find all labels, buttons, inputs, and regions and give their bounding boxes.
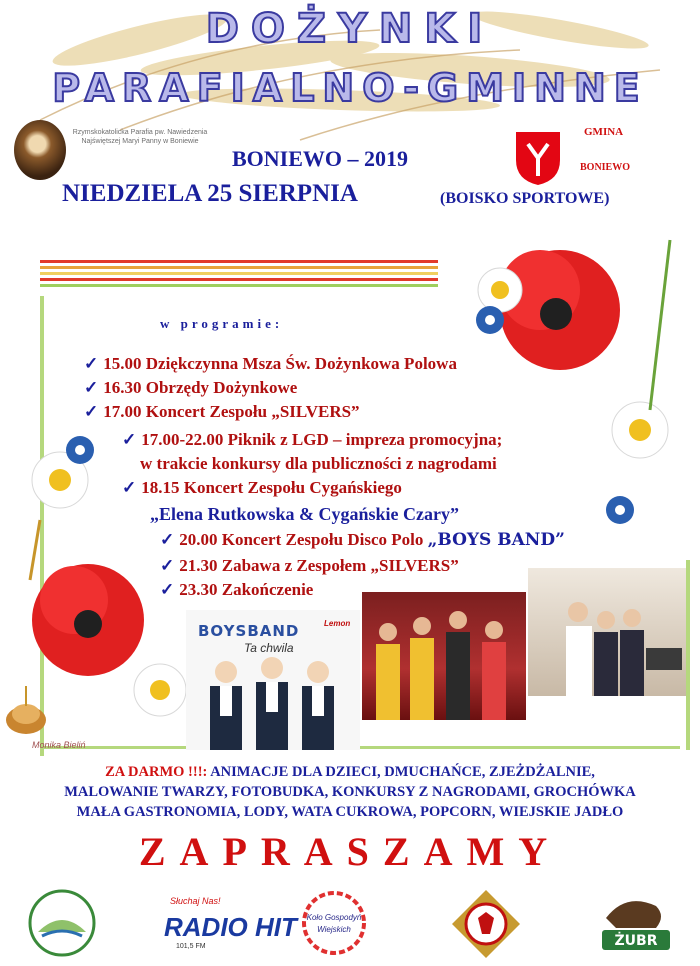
check-icon: ✓ (160, 556, 175, 575)
parish-logo-icon (14, 120, 66, 180)
kgw-line1: Koło Gospodyń (306, 913, 362, 922)
kgw-logo-icon (300, 888, 368, 958)
gmina-town: BONIEWO (580, 162, 631, 173)
check-icon: ✓ (160, 530, 175, 549)
poppy-cluster-right (440, 230, 700, 530)
event-date: NIEDZIELA 25 SIERPNIA (62, 180, 358, 207)
program-item: ✓ 17.00-22.00 Piknik z LGD – impreza promocyjna; (122, 430, 503, 449)
event-venue: (BOISKO SPORTOWE) (440, 190, 610, 207)
radio-tagline: Słuchaj Nas! (170, 896, 221, 906)
zubr-wordmark: ŻUBR (614, 933, 658, 949)
check-icon: ✓ (84, 402, 99, 421)
check-icon: ✓ (122, 478, 137, 497)
free-attractions (0, 762, 700, 822)
program-item: ✓ 23.30 Zakończenie (160, 580, 314, 599)
embroidery-band (40, 258, 438, 296)
radio-frequency: 101,5 FM (176, 943, 206, 950)
program-item: ✓ 18.15 Koncert Zespołu Cygańskiego (122, 478, 402, 497)
program-item: ✓ 16.30 Obrzędy Dożynkowe (84, 378, 298, 397)
program-item: ✓ 15.00 Dziękczynna Msza Św. Dożynkowa Polowa (84, 354, 457, 373)
program-item: ✓ 20.00 Koncert Zespołu Disco Polo „BOYS BAND” (160, 530, 565, 550)
check-icon: ✓ (84, 378, 99, 397)
check-icon: ✓ (122, 430, 137, 449)
silvers-band-photo (528, 568, 686, 696)
green-frame-bottom (40, 746, 680, 749)
check-icon: ✓ (84, 354, 99, 373)
parish-name: Rzymskokatolicka Parafia pw. Nawiedzenia Najświętszej Maryi Panny w Boniewie (72, 129, 208, 145)
boysband-record-label: Lemon (324, 619, 351, 628)
program-item-continuation: w trakcie konkursy dla publiczności z nagrodami (140, 454, 497, 473)
gmina-label: GMINA (584, 126, 624, 138)
radio-hit-logo-icon (160, 888, 297, 954)
program-item: ✓ 21.30 Zabawa z Zespołem „SILVERS” (160, 556, 459, 575)
lgd-logo-icon (24, 888, 100, 958)
place-year: BONIEWO – 2019 (232, 146, 409, 171)
free-attractions-line1: ZA DARMO !!!: ANIMACJE DLA DZIECI, DMUCHAŃCE, ZJEŻDŻALNIE, (105, 764, 595, 780)
program-heading: w programie: (160, 316, 284, 331)
bread-basket-icon (4, 686, 48, 736)
program-item-band-name: „Elena Rutkowska & Cygańskie Czary” (150, 504, 460, 524)
title-dozynki: DOŻYNKI (205, 6, 495, 52)
green-frame-right (686, 560, 690, 750)
free-attractions-line3: MAŁA GASTRONOMIA, LODY, WATA CUKROWA, POPCORN, WIEJSKIE JADŁO (76, 804, 624, 820)
gypsy-band-photo (362, 592, 526, 720)
artist-signature: Monika Bieliń (32, 740, 86, 750)
program-item: ✓ 17.00 Koncert Zespołu „SILVERS” (84, 402, 360, 421)
fire-brigade-logo-icon (450, 888, 522, 960)
title-parafialno-gminne: PARAFIALNO-GMINNE (52, 66, 648, 110)
gmina-coat-of-arms-icon (514, 130, 562, 186)
zubr-logo-icon (596, 888, 676, 954)
radio-name: RADIO HIT (164, 912, 297, 942)
boysband-album-subtitle: Ta chwila (244, 641, 294, 655)
free-attractions-line2: MALOWANIE TWARZY, FOTOBUDKA, KONKURSY Z NAGRODAMI, GROCHÓWKA (64, 784, 636, 800)
invite-heading: ZAPRASZAMY (138, 829, 562, 874)
kgw-line2: Wiejskich (317, 925, 351, 934)
check-icon: ✓ (160, 580, 175, 599)
boysband-album-title: BOYSBAND (198, 622, 300, 640)
